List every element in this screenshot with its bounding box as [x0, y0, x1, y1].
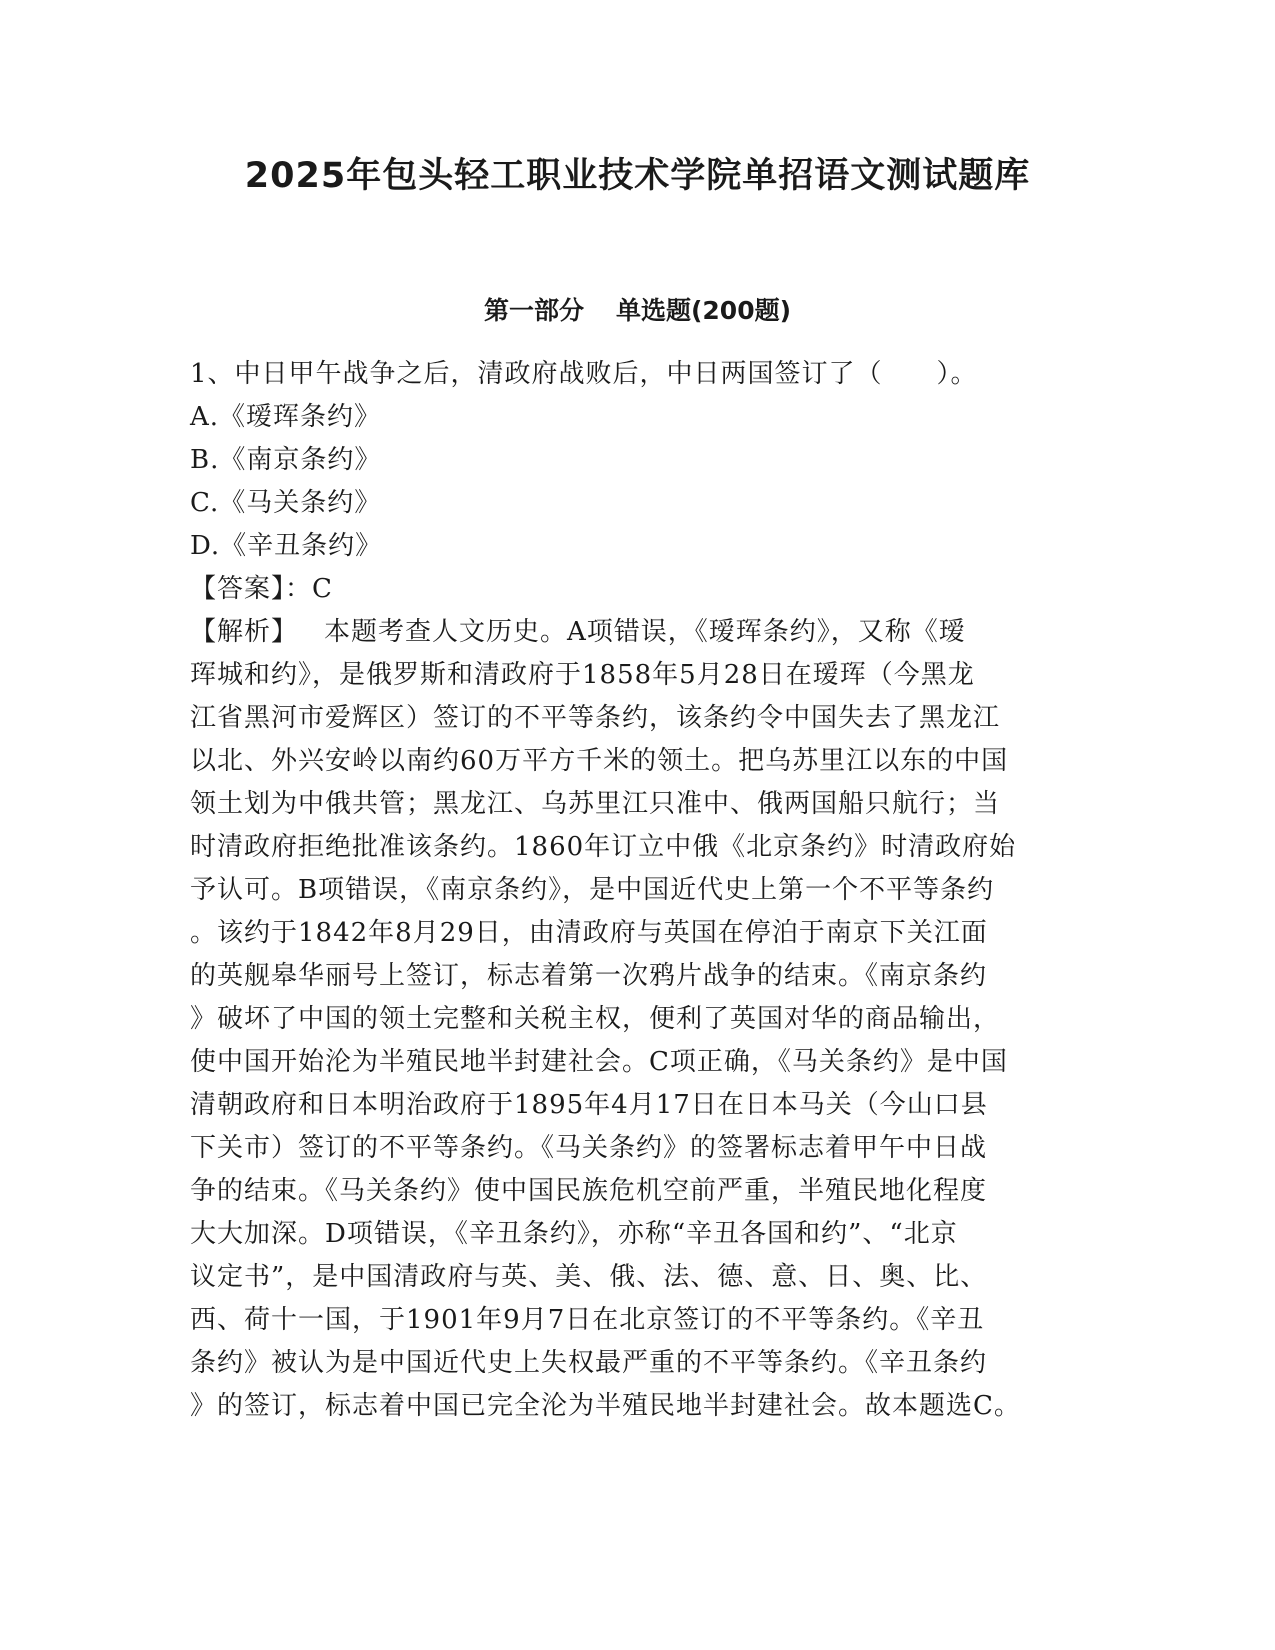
analysis-line: 的英舰皋华丽号上签订，标志着第一次鸦片战争的结束。《南京条约	[190, 961, 988, 991]
analysis-text: 本题考查人文历史。A项错误，《瑷珲条约》，又称《瑷	[324, 617, 966, 647]
answer-label: 【答案】：	[190, 574, 313, 604]
analysis-line: 条约》被认为是中国近代史上失权最严重的不平等条约。《辛丑条约	[190, 1348, 988, 1378]
analysis-line: 珲城和约》，是俄罗斯和清政府于1858年5月28日在瑷珲（今黑龙	[190, 660, 975, 690]
question-stem: 1、中日甲午战争之后，清政府战败后，中日两国签订了（ ）。	[190, 359, 978, 389]
question-block	[190, 353, 1080, 1428]
analysis-line: 予认可。B项错误，《南京条约》，是中国近代史上第一个不平等条约	[190, 875, 995, 905]
analysis-line: 》破坏了中国的领土完整和关税主权，便利了英国对华的商品输出，	[190, 1004, 1001, 1034]
analysis-line: 》的签订，标志着中国已完全沦为半殖民地半封建社会。故本题选C。	[190, 1391, 1021, 1421]
section-part: 第一部分	[483, 296, 584, 325]
analysis-line: 清朝政府和日本明治政府于1895年4月17日在日本马关（今山口县	[190, 1090, 988, 1120]
document-title: 2025年包头轻工职业技术学院单招语文测试题库	[244, 156, 1031, 196]
analysis-line: 争的结束。《马关条约》使中国民族危机空前严重，半殖民地化程度	[190, 1176, 988, 1206]
section-title	[0, 291, 1275, 327]
option-c: C.《马关条约》	[190, 488, 382, 518]
option-d: D.《辛丑条约》	[190, 531, 383, 561]
answer-value: C	[312, 574, 333, 604]
analysis-line: 下关市）签订的不平等条约。《马关条约》的签署标志着甲午中日战	[190, 1133, 988, 1163]
option-a: A.《瑷珲条约》	[190, 402, 382, 432]
analysis-line: 。该约于1842年8月29日，由清政府与英国在停泊于南京下关江面	[190, 918, 988, 948]
analysis-line: 以北、外兴安岭以南约60万平方千米的领土。把乌苏里江以东的中国	[190, 746, 1009, 776]
analysis-line	[190, 611, 1080, 654]
analysis-line: 江省黑河市爱辉区）签订的不平等条约，该条约令中国失去了黑龙江	[190, 703, 1001, 733]
analysis-line: 时清政府拒绝批准该条约。1860年订立中俄《北京条约》时清政府始	[190, 832, 1017, 862]
section-name: 单选题(200题)	[615, 296, 792, 325]
option-list	[190, 396, 1080, 568]
answer-line	[190, 568, 1080, 611]
analysis-label: 【解析】	[190, 617, 299, 647]
option-b: B.《南京条约》	[190, 445, 382, 475]
analysis-block	[190, 611, 1080, 1428]
analysis-line: 使中国开始沦为半殖民地半封建社会。C项正确，《马关条约》是中国	[190, 1047, 1008, 1077]
analysis-line: 领土划为中俄共管；黑龙江、乌苏里江只准中、俄两国船只航行；当	[190, 789, 1001, 819]
analysis-line: 议定书”，是中国清政府与英、美、俄、法、德、意、日、奥、比、	[190, 1262, 988, 1292]
analysis-line: 大大加深。D项错误，《辛丑条约》，亦称“辛丑各国和约”、“北京	[190, 1219, 958, 1249]
analysis-line: 西、荷十一国，于1901年9月7日在北京签订的不平等条约。《辛丑	[190, 1305, 985, 1335]
